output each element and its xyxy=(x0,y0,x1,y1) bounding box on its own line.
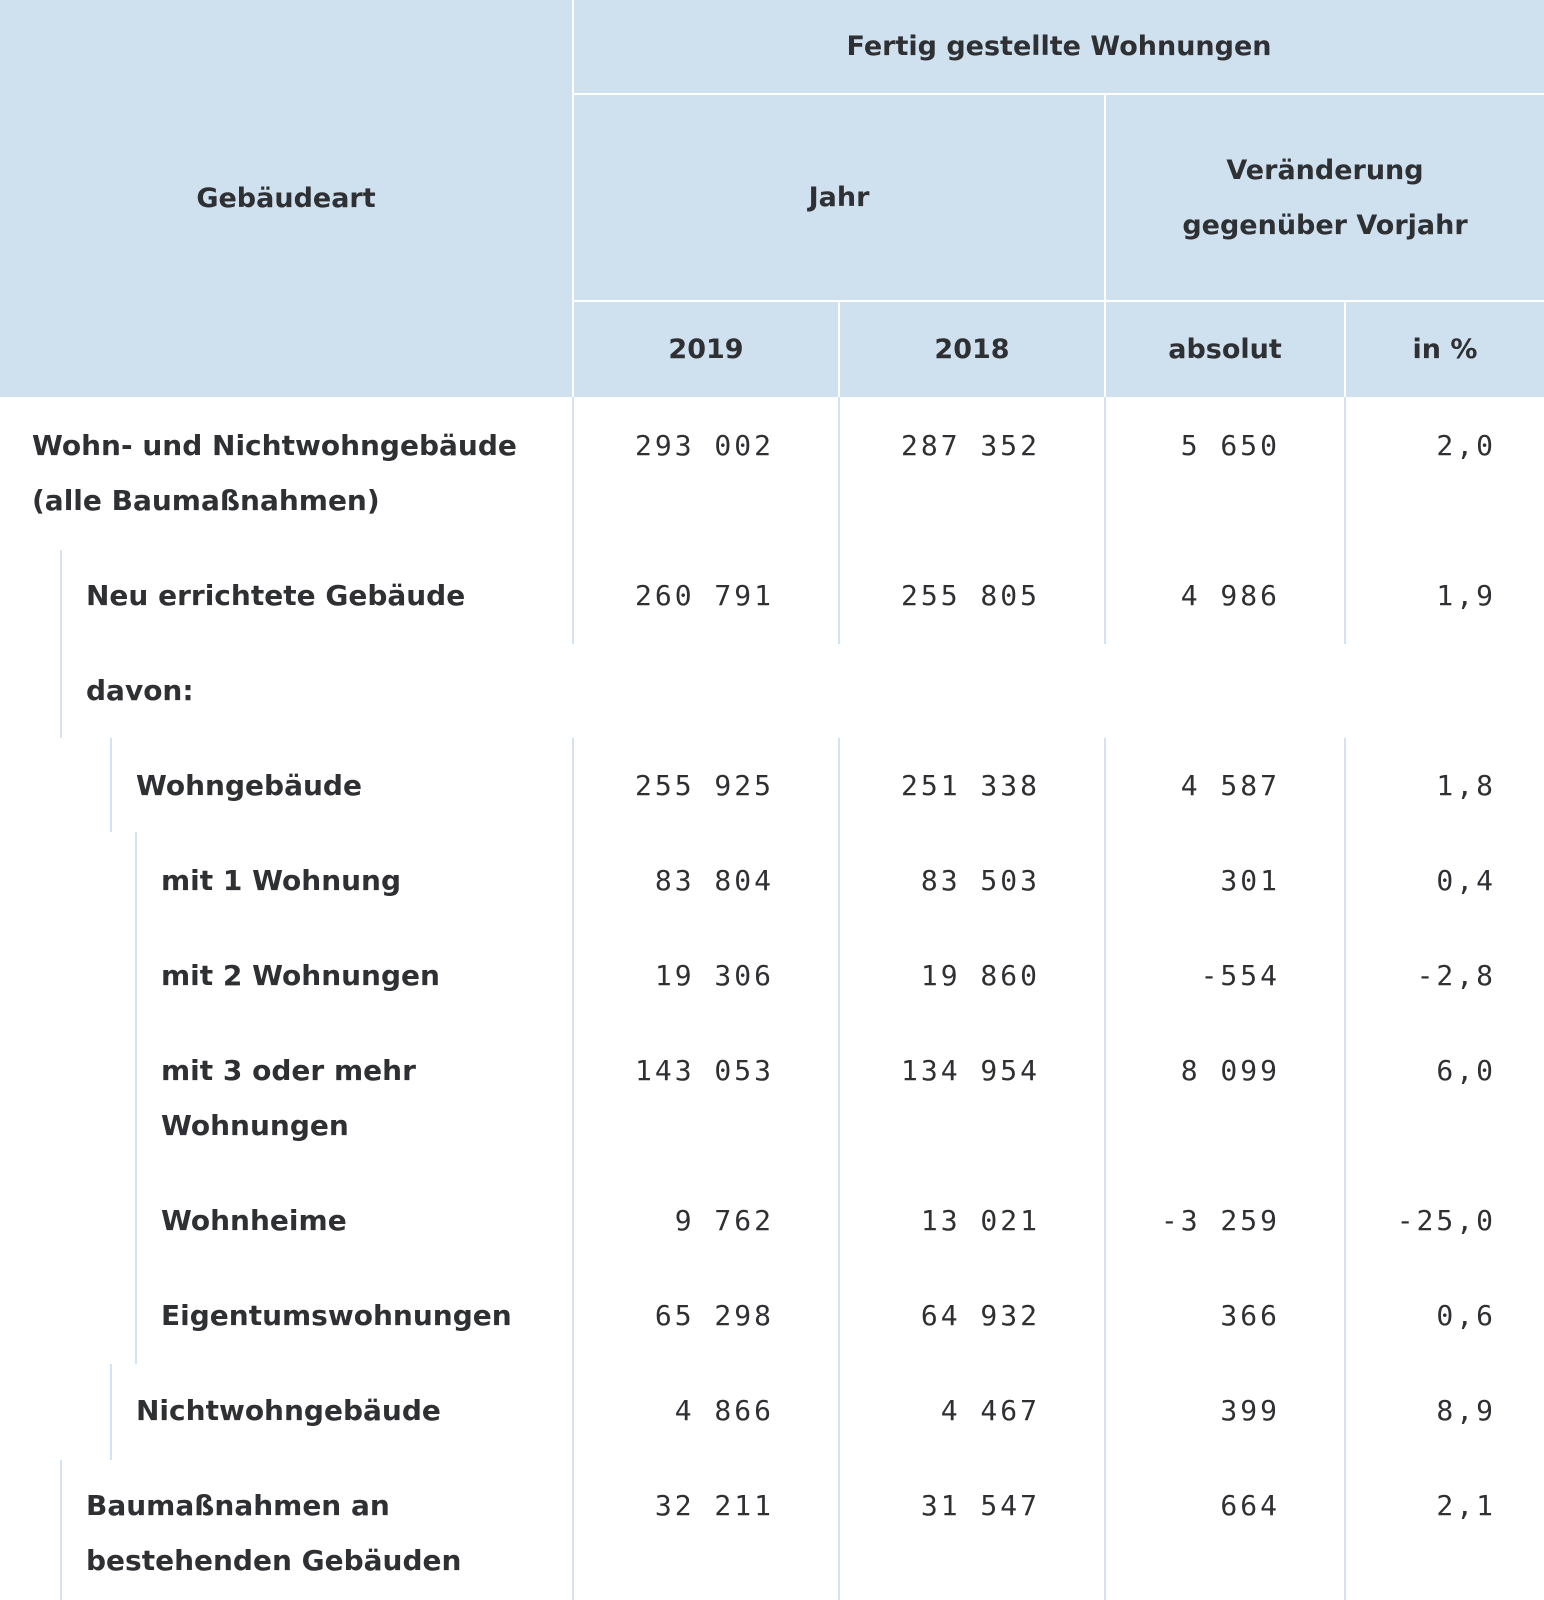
cell-absolut: 366 xyxy=(1220,1299,1280,1332)
row-label: Neu errichtete Gebäude xyxy=(86,579,466,612)
header-2019-label: 2019 xyxy=(668,334,744,365)
header-fertig-gestellte-wohnungen xyxy=(574,0,1544,93)
cell-absolut: -3 259 xyxy=(1160,1204,1280,1237)
cell-2019: 83 804 xyxy=(654,864,774,897)
cell-2019: 9 762 xyxy=(674,1204,774,1237)
header-jahr-label: Jahr xyxy=(808,182,870,213)
cell-2018: 251 338 xyxy=(900,769,1040,802)
header-absolut-label: absolut xyxy=(1168,334,1282,365)
cell-2018: 31 547 xyxy=(920,1489,1040,1522)
cell-prozent: 2,0 xyxy=(1436,429,1496,462)
indent-guide-level-2 xyxy=(110,738,112,832)
cell-2019: 4 866 xyxy=(674,1394,774,1427)
header-gebaeudeart xyxy=(0,0,572,397)
header-prozent-label: in % xyxy=(1412,334,1478,365)
cell-absolut: 399 xyxy=(1220,1394,1280,1427)
header-veraenderung xyxy=(1106,95,1544,300)
row-label-davon: davon: xyxy=(86,674,194,707)
row-label: Nichtwohngebäude xyxy=(136,1394,441,1427)
row-label: mit 1 Wohnung xyxy=(161,864,402,897)
cell-2018: 83 503 xyxy=(920,864,1040,897)
cell-2019: 65 298 xyxy=(654,1299,774,1332)
cell-prozent: -2,8 xyxy=(1416,959,1496,992)
header-jahr xyxy=(574,95,1104,300)
cell-2018: 4 467 xyxy=(940,1394,1040,1427)
cell-2018: 287 352 xyxy=(900,429,1040,462)
cell-2019: 293 002 xyxy=(634,429,774,462)
cell-2018: 255 805 xyxy=(900,579,1040,612)
cell-prozent: 6,0 xyxy=(1436,1054,1496,1087)
row-label: Wohn- und Nichtwohngebäude (alle Baumaßnahmen) xyxy=(32,429,517,517)
header-2018 xyxy=(840,302,1104,397)
cell-prozent: 2,1 xyxy=(1436,1489,1496,1522)
header-fertig-label: Fertig gestellte Wohnungen xyxy=(846,31,1272,62)
cell-prozent: 1,8 xyxy=(1436,769,1496,802)
cell-prozent: 1,9 xyxy=(1436,579,1496,612)
cell-absolut: 4 986 xyxy=(1180,579,1280,612)
header-gebaeudeart-label: Gebäudeart xyxy=(196,183,376,214)
row-label: Wohngebäude xyxy=(136,769,362,802)
row-label: Wohnheime xyxy=(161,1204,347,1237)
row-label: mit 2 Wohnungen xyxy=(161,959,440,992)
cell-2019: 143 053 xyxy=(634,1054,774,1087)
cell-2019: 260 791 xyxy=(634,579,774,612)
cell-prozent: -25,0 xyxy=(1396,1204,1496,1237)
cell-absolut: 4 587 xyxy=(1180,769,1280,802)
cell-absolut: 8 099 xyxy=(1180,1054,1280,1087)
cell-absolut: 5 650 xyxy=(1180,429,1280,462)
indent-guide-level-1 xyxy=(60,550,62,738)
cell-2019: 19 306 xyxy=(654,959,774,992)
cell-prozent: 0,4 xyxy=(1436,864,1496,897)
header-prozent xyxy=(1346,302,1544,397)
cell-absolut: 664 xyxy=(1220,1489,1280,1522)
indent-guide-level-3 xyxy=(135,832,137,1364)
cell-absolut: 301 xyxy=(1220,864,1280,897)
indent-guide-level-2 xyxy=(110,1364,112,1460)
header-absolut xyxy=(1106,302,1344,397)
cell-2019: 32 211 xyxy=(654,1489,774,1522)
cell-2018: 19 860 xyxy=(920,959,1040,992)
cell-2018: 13 021 xyxy=(920,1204,1040,1237)
cell-absolut: -554 xyxy=(1200,959,1280,992)
header-2018-label: 2018 xyxy=(934,334,1010,365)
cell-2018: 64 932 xyxy=(920,1299,1040,1332)
cell-prozent: 0,6 xyxy=(1436,1299,1496,1332)
row-label: Baumaßnahmen an bestehenden Gebäuden xyxy=(86,1489,462,1577)
cell-prozent: 8,9 xyxy=(1436,1394,1496,1427)
indent-guide-level-1 xyxy=(60,1460,62,1600)
row-label: mit 3 oder mehr Wohnungen xyxy=(161,1054,416,1142)
cell-2018: 134 954 xyxy=(900,1054,1040,1087)
header-veraenderung-label: Veränderung gegenüber Vorjahr xyxy=(1182,154,1468,241)
cell-2019: 255 925 xyxy=(634,769,774,802)
row-label: Eigentumswohnungen xyxy=(161,1299,512,1332)
header-2019 xyxy=(574,302,838,397)
